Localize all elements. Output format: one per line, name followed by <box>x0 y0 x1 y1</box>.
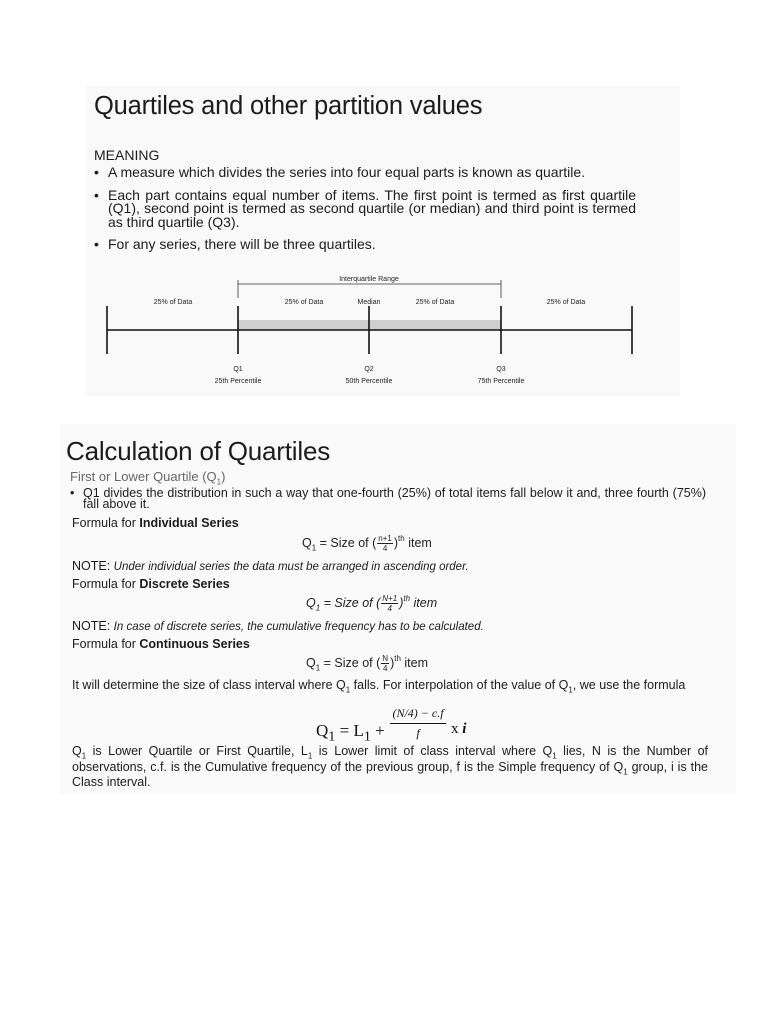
fraction <box>381 594 398 613</box>
formula-end: item <box>404 536 432 550</box>
fraction-den: 4 <box>387 604 392 614</box>
subscript: 1 <box>81 751 87 761</box>
q1-definition-bullet: • Q1 divides the distribution in such a way that one-fourth (25%) of total items fall below it and, three fourth (75%) fall above it. <box>70 488 706 510</box>
formula-for-text: Formula for <box>72 577 140 591</box>
continuous-series-label: Continuous Series <box>139 637 250 651</box>
meaning-heading: MEANING <box>94 147 160 163</box>
discrete-series-label: Discrete Series <box>139 577 230 591</box>
formula-for-text: Formula for <box>72 516 140 530</box>
definitions-paragraph <box>72 746 708 788</box>
formula-sup: th <box>403 594 411 603</box>
plus-sign: + <box>370 721 385 740</box>
fraction-den: 4 <box>382 544 388 554</box>
times-sign: x <box>451 721 463 737</box>
individual-series-label: Individual Series <box>139 516 239 530</box>
subscript: 1 <box>623 767 628 776</box>
interquartile-range-diagram <box>86 270 680 396</box>
continuous-formula <box>306 654 428 673</box>
note-text: In case of discrete series, the cumulative frequency has to be calculated. <box>113 621 484 633</box>
def-text: is Lower Quartile or First Quartile, L <box>86 744 308 758</box>
note-discrete <box>72 619 484 633</box>
subscript: 1 <box>568 685 573 695</box>
q1-percentile: 25th Percentile <box>214 378 262 385</box>
equals-l: = L <box>335 721 364 740</box>
formula-sub: 1 <box>315 663 321 673</box>
formula-paren: ) <box>390 656 395 670</box>
q1-label: Q1 <box>233 366 243 373</box>
continuous-series-heading <box>72 637 250 651</box>
subheading <box>70 469 225 487</box>
iqr-label: Interquartile Range <box>339 276 399 283</box>
bullet-item: • Each part contains equal number of items. The first point is termed as first quartile (Q1), second point is termed as second quartile (or median) and third point is termed as third quartile (Q3). <box>94 189 636 230</box>
interp-text: It will determine the size of class interval where Q <box>72 678 346 692</box>
q3-percentile: 75th Percentile <box>477 378 525 385</box>
interpolation-paragraph <box>72 680 708 696</box>
slide-title: Quartiles and other partition values <box>94 92 483 120</box>
class-interval-symbol: i <box>462 721 467 737</box>
calculation-section <box>60 424 736 794</box>
partition-values-slide <box>86 86 680 396</box>
segment-label: 25% of Data <box>546 299 586 306</box>
note-text: Under individual series the data must be arranged in ascending order. <box>113 561 469 573</box>
meaning-bullets <box>94 166 636 261</box>
formula-end: item <box>410 596 438 610</box>
fraction-num: N+1 <box>382 594 398 604</box>
bullet-item: • For any series, there will be three quartiles. <box>94 238 636 252</box>
def-text: group, i is the Class interval. <box>72 759 709 789</box>
subscript: 1 <box>552 751 557 761</box>
discrete-series-heading <box>72 577 230 591</box>
note-label: NOTE: <box>72 619 114 633</box>
fraction-num: N <box>382 654 389 664</box>
individual-formula <box>302 534 432 553</box>
fraction <box>377 534 393 553</box>
individual-series-heading <box>72 516 239 530</box>
note-individual <box>72 559 469 573</box>
subscript: 1 <box>345 685 351 695</box>
subscript: 1 <box>307 751 313 761</box>
subscript: 1 <box>216 477 222 487</box>
formula-paren: ) <box>399 596 404 610</box>
fraction-den: f <box>416 726 420 740</box>
q2-percentile: 50th Percentile <box>345 378 393 385</box>
subscript: 1 <box>363 728 371 745</box>
formula-tail <box>451 721 466 738</box>
formula-eq: = Size of ( <box>320 656 381 670</box>
formula-eq: = Size of ( <box>316 536 377 550</box>
formula-paren: ) <box>393 536 399 550</box>
formula-for-text: Formula for <box>72 637 140 651</box>
q3-label: Q3 <box>496 366 506 373</box>
formula-sub: 1 <box>315 603 321 613</box>
q2-label: Q2 <box>364 366 374 373</box>
segment-label: 25% of Data <box>153 299 193 306</box>
formula-sup: th <box>394 654 401 663</box>
note-label: NOTE: <box>72 559 114 573</box>
discrete-formula <box>306 594 437 613</box>
def-text: lies, N is the Number of observations, c.f. is the Cumulative frequency of the previous group, f is the Simple frequency of Q <box>72 744 708 774</box>
formula-end: item <box>400 656 429 670</box>
interpolation-fraction <box>390 706 446 741</box>
q-symbol: Q <box>72 744 82 758</box>
fraction-num: (N/4) − c.f <box>390 706 446 724</box>
formula-sup: th <box>398 534 405 543</box>
section-title: Calculation of Quartiles <box>66 436 330 466</box>
segment-label: 25% of Data <box>284 299 324 306</box>
formula-eq: = Size of ( <box>320 596 381 610</box>
formula-lhs <box>316 721 385 745</box>
formula-lhs: Q <box>306 656 316 670</box>
formula-lhs: Q <box>302 536 312 550</box>
fraction-den: 4 <box>382 664 388 674</box>
fraction-num: n+1 <box>378 534 392 544</box>
interp-text: falls. For interpolation of the value of Q <box>350 678 569 692</box>
def-text: is Lower limit of class interval where Q <box>312 744 553 758</box>
fraction <box>381 654 389 673</box>
formula-sub: 1 <box>311 543 317 553</box>
interp-text: , we use the formula <box>572 678 686 692</box>
median-label: Median <box>357 299 381 306</box>
subscript: 1 <box>328 728 336 745</box>
subheading-text: First or Lower Quartile (Q <box>70 469 217 484</box>
segment-label: 25% of Data <box>415 299 455 306</box>
q-symbol: Q <box>316 721 329 740</box>
subheading-close: ) <box>221 469 226 484</box>
bullet-item: • A measure which divides the series into four equal parts is known as quartile. <box>94 166 636 180</box>
formula-lhs: Q <box>306 596 316 610</box>
